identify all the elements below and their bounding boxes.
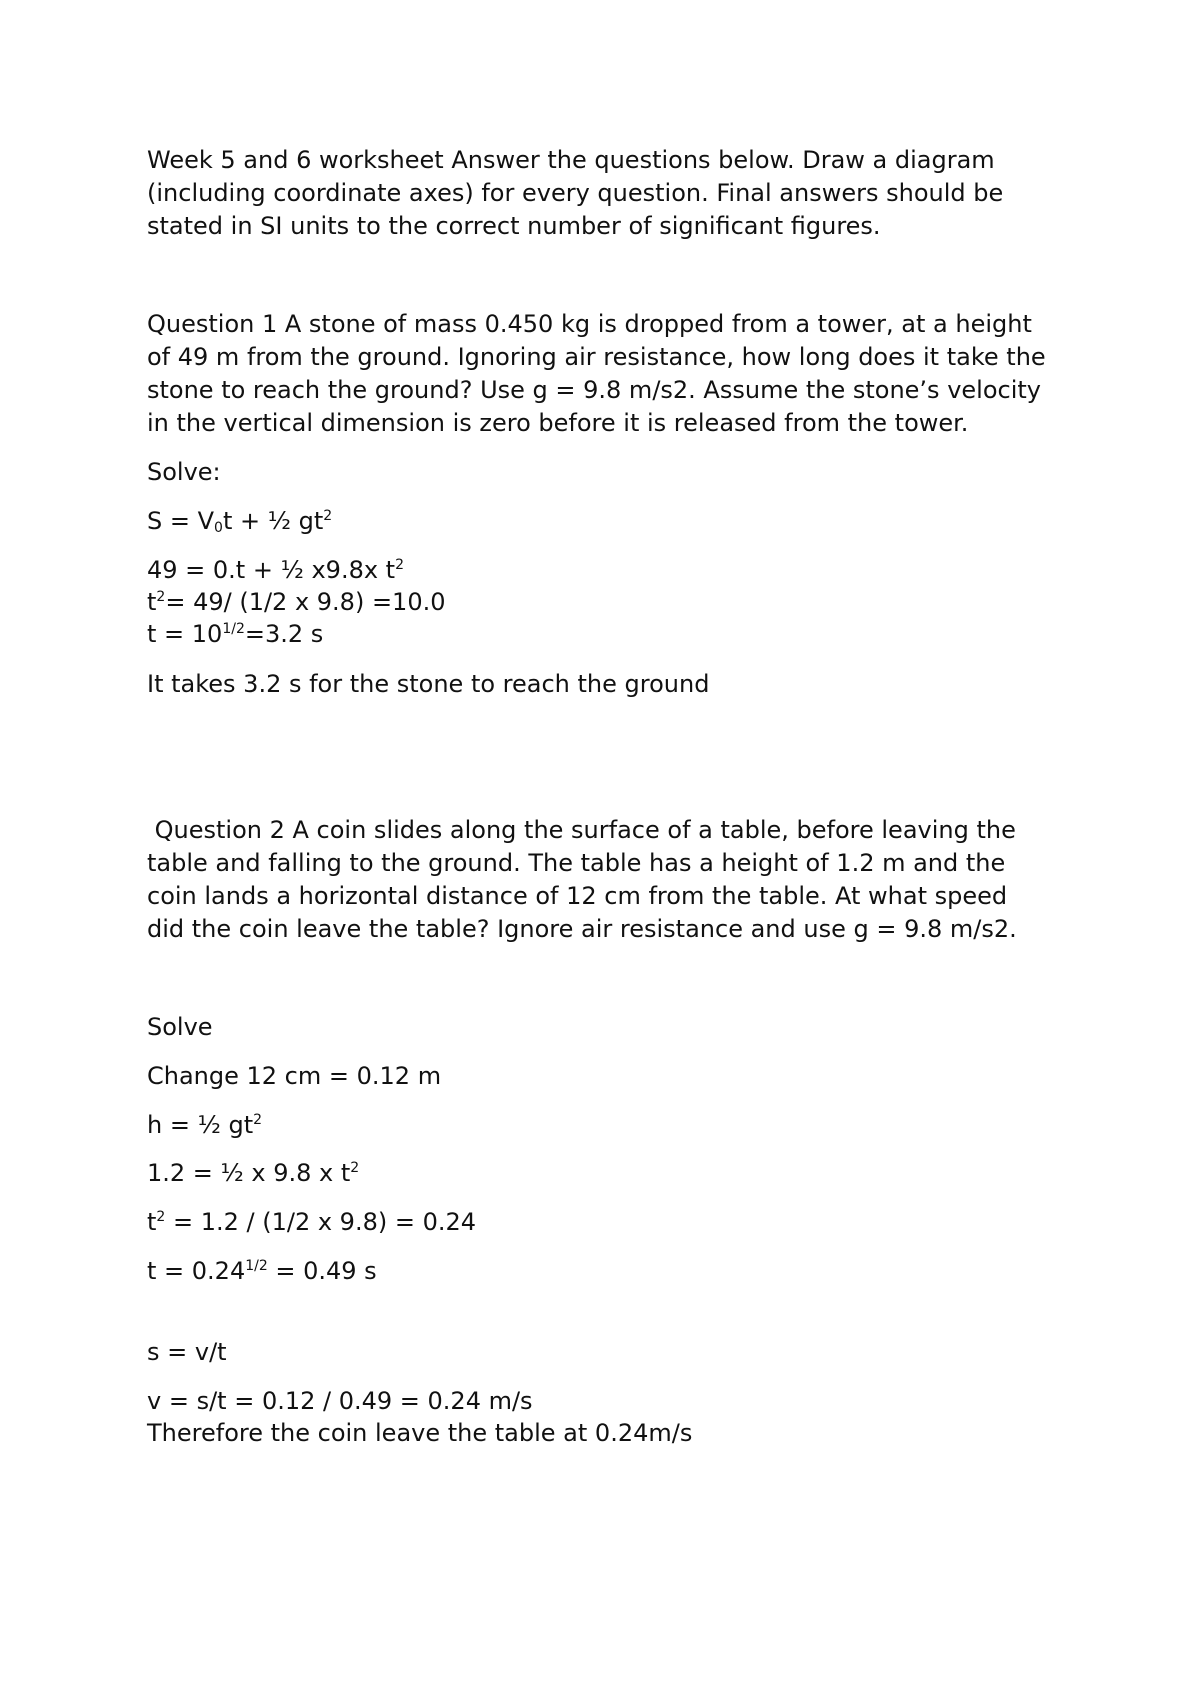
question2-line-1: Question 2 A coin slides along the surface of a table, before leaving the xyxy=(147,816,1016,844)
question1-line-2: of 49 m from the ground. Ignoring air resistance, how long does it take the xyxy=(147,343,1046,371)
question2-equation-4: $t = 0.24^{1/2} = 0.49$ s xyxy=(147,1257,377,1285)
question2-equation-5: s = v/t xyxy=(147,1338,227,1366)
question1-line-3: stone to reach the ground? Use g = 9.8 m/s2. Assume the stone’s velocity xyxy=(147,376,1041,404)
intro-line-1: Week 5 and 6 worksheet Answer the questions below. Draw a diagram xyxy=(147,146,995,174)
question2-step-1: Change 12 cm = 0.12 m xyxy=(147,1062,442,1090)
question2-equation-3: $t^2 = 1.2 / (1/2$ x 9.8) = 0.24 xyxy=(147,1208,477,1236)
question2-answer: Therefore the coin leave the table at 0.24m/s xyxy=(147,1419,693,1447)
intro-line-2: (including coordinate axes) for every question. Final answers should be xyxy=(147,179,1004,207)
question2-equation-2: 1.2 = ½ x 9.8 x $t^2$ xyxy=(147,1159,360,1187)
question2-line-4: did the coin leave the table? Ignore air resistance and use g = 9.8 m/s2. xyxy=(147,915,1017,943)
question1-solve-label: Solve: xyxy=(147,458,221,486)
question2-line-3: coin lands a horizontal distance of 12 cm from the table. At what speed xyxy=(147,882,1008,910)
intro-line-3: stated in SI units to the correct number of significant figures. xyxy=(147,212,881,240)
question1-equation-2: 49 = 0.t + ½ x9.8x $t^2$ xyxy=(147,556,405,584)
question1-answer: It takes 3.2 s for the stone to reach the ground xyxy=(147,670,710,698)
question1-line-4: in the vertical dimension is zero before it is released from the tower. xyxy=(147,409,969,437)
question1-line-1: Question 1 A stone of mass 0.450 kg is dropped from a tower, at a height xyxy=(147,310,1032,338)
question1-equation-3: $t^2= 49/$ (1/2 x 9.8) =10.0 xyxy=(147,588,446,616)
question2-equation-6: v = s/t = 0.12 / 0.49 = 0.24 m/s xyxy=(147,1387,533,1415)
question2-equation-1: h = ½ $gt^2$ xyxy=(147,1111,263,1139)
question1-equation-4: $t = 10^{1/2}=3.2$ s xyxy=(147,620,324,648)
question2-line-2: table and falling to the ground. The table has a height of 1.2 m and the xyxy=(147,849,1006,877)
question1-equation-1: $S = V_0t$ + ½ $gt^2$ xyxy=(147,507,333,536)
question2-solve-label: Solve xyxy=(147,1013,213,1041)
